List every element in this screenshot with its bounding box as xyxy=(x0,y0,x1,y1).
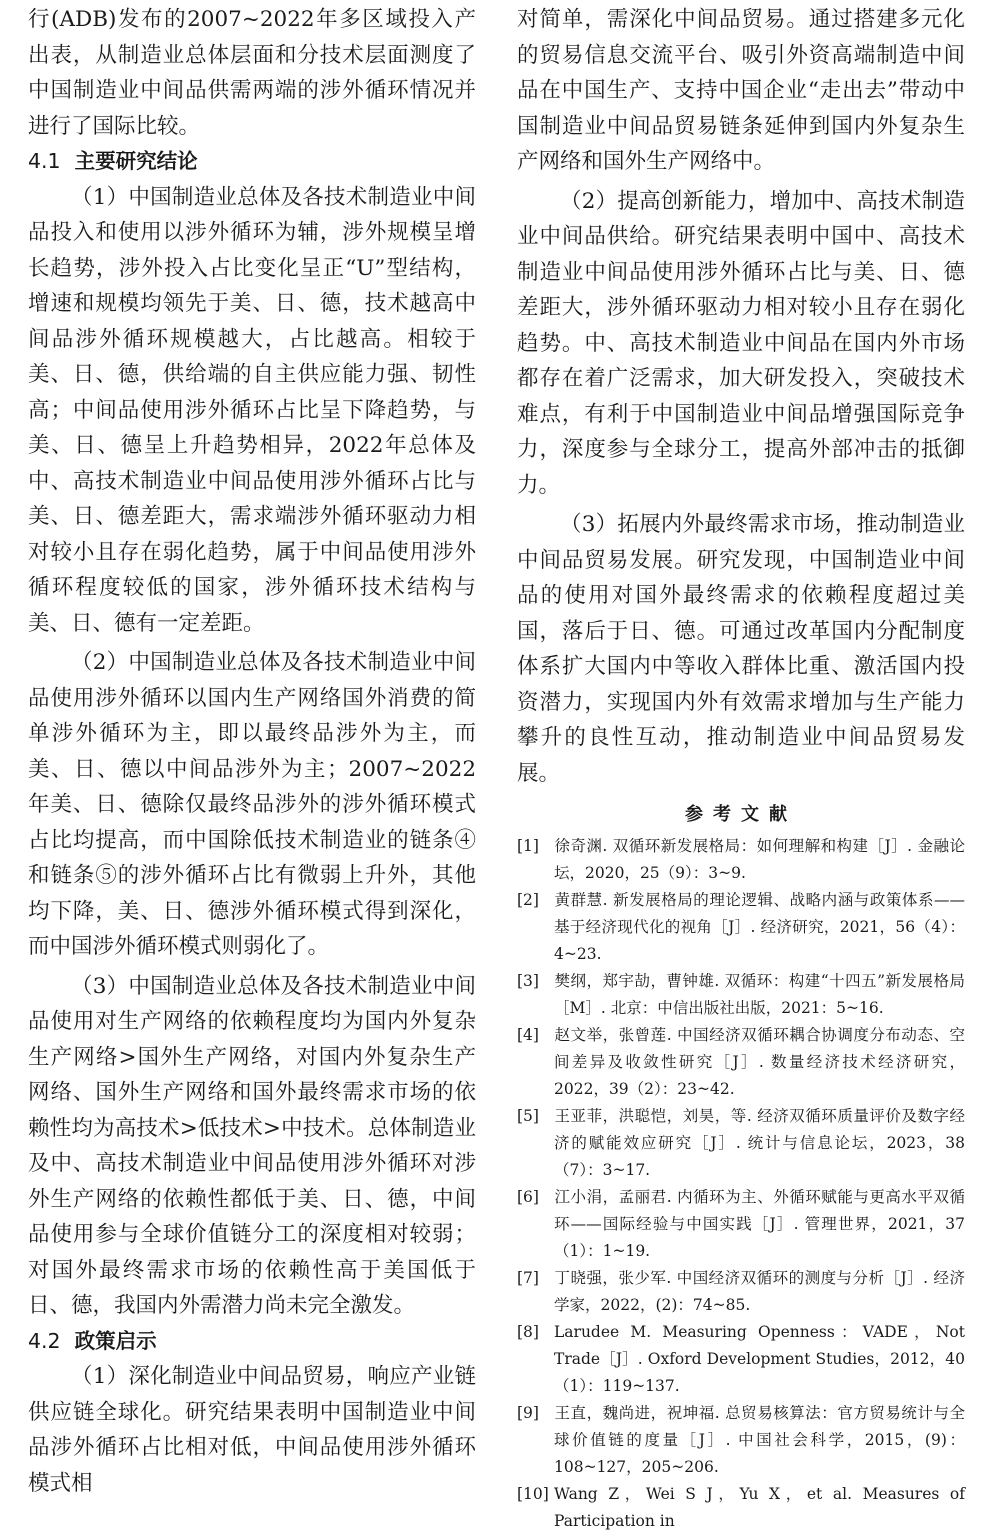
reference-item xyxy=(517,1184,965,1265)
reference-text: 江小涓，孟丽君. 内循环为主、外循环赋能与更高水平双循环——国际经验与中国实践［J］. 管理世界，2021，37（1）：1~19. xyxy=(554,1188,965,1260)
reference-number: [2] xyxy=(517,891,539,909)
reference-item xyxy=(517,1319,965,1400)
reference-number: [1] xyxy=(517,837,539,855)
section-number: 4.2 xyxy=(28,1328,61,1353)
reference-list xyxy=(517,833,965,1535)
reference-item xyxy=(517,1265,965,1319)
reference-item xyxy=(517,833,965,887)
reference-number: [5] xyxy=(517,1107,539,1125)
section-title: 政策启示 xyxy=(74,1328,157,1353)
reference-text: 樊纲，郑宇劼，曹钟雄. 双循环：构建“十四五”新发展格局［M］. 北京：中信出版社出版，2021：5~16. xyxy=(554,972,965,1017)
reference-text: 王直，魏尚进，祝坤福. 总贸易核算法：官方贸易统计与全球价值链的度量［J］. 中国社会科学，2015，(9)：108~127，205~206. xyxy=(554,1404,965,1476)
paragraph-policy-1: （1）深化制造业中间品贸易，响应产业链供应链全球化。研究结果表明中国制造业中间品涉外循环占比相对低，中间品使用涉外循环模式相 xyxy=(28,1364,476,1496)
reference-text: 赵文举，张曾莲. 中国经济双循环耦合协调度分布动态、空间差异及收敛性研究［J］. 数量经济技术经济研究，2022，39（2）：23~42. xyxy=(554,1026,965,1098)
reference-number: [9] xyxy=(517,1404,539,1422)
section-title: 主要研究结论 xyxy=(74,149,198,173)
reference-text: Wang Z，Wei S J，Yu X，et al. Measures of Participation in xyxy=(554,1485,965,1530)
reference-item xyxy=(517,1022,965,1103)
reference-item xyxy=(517,1400,965,1481)
section-number: 4.1 xyxy=(28,149,61,173)
references-heading: 参考文献 xyxy=(685,804,797,825)
paragraph-conclusion-1: （1）中国制造业总体及各技术制造业中间品投入和使用以涉外循环为辅，涉外规模呈增长趋势，涉外投入占比变化呈正“U”型结构，增速和规模均领先于美、日、德，技术越高中间品涉外循环规模越大，占比越高。相较于美、日、德，供给端的自主供应能力强、韧性高；中间品使用涉外循环占比呈下降趋势，与美、日、德呈上升趋势相异，2022年总体及中、高技术制造业中间品使用涉外循环占比与美、日、德差距大，需求端涉外循环驱动力相对较小且存在弱化趋势，属于中间品使用涉外循环程度较低的国家，涉外循环技术结构与美、日、德有一定差距。 xyxy=(28,184,476,636)
reference-text: Larudee M. Measuring Openness：VADE，Not Trade［J］. Oxford Development Studies，2012，40（1）：119~137. xyxy=(554,1323,965,1395)
reference-number: [8] xyxy=(517,1323,539,1341)
right-column xyxy=(517,2,965,1535)
reference-number: [3] xyxy=(517,972,539,990)
paragraph-policy-2: （2）提高创新能力，增加中、高技术制造业中间品供给。研究结果表明中国中、高技术制造业中间品使用涉外循环占比与美、日、德差距大，涉外循环驱动力相对较小且存在弱化趋势。中、高技术制造业中间品在国内外市场都存在着广泛需求，加大研发投入，突破技术难点，有利于中国制造业中间品增强国际竞争力，深度参与全球分工，提高外部冲击的抵御力。 xyxy=(517,188,965,498)
paragraph-intro-continued: 行(ADB)发布的2007~2022年多区域投入产出表，从制造业总体层面和分技术层面测度了中国制造业中间品供需两端的涉外循环情况并进行了国际比较。 xyxy=(28,7,476,139)
reference-item xyxy=(517,1481,965,1535)
reference-text: 徐奇渊. 双循环新发展格局：如何理解和构建［J］. 金融论坛，2020，25（9）：3~9. xyxy=(554,837,965,882)
reference-text: 黄群慧. 新发展格局的理论逻辑、战略内涵与政策体系——基于经济现代化的视角［J］. 经济研究，2021，56（4）：4~23. xyxy=(554,891,965,963)
reference-number: [6] xyxy=(517,1188,539,1206)
reference-item xyxy=(517,968,965,1022)
left-column xyxy=(28,2,476,1501)
reference-item xyxy=(517,1103,965,1184)
section-heading-4-1 xyxy=(28,144,476,180)
reference-number: [10] xyxy=(517,1485,549,1503)
paragraph-policy-3: （3）拓展内外最终需求市场，推动制造业中间品贸易发展。研究发现，中国制造业中间品的使用对国外最终需求的依赖程度超过美国，落后于日、德。可通过改革国内分配制度体系扩大国内中等收入群体比重、激活国内投资潜力，实现国内外有效需求增加与生产能力攀升的良性互动，推动制造业中间品贸易发展。 xyxy=(517,512,965,786)
paragraph-conclusion-3: （3）中国制造业总体及各技术制造业中间品使用对生产网络的依赖程度均为国内外复杂生产网络>国外生产网络，对国内外复杂生产网络、国外生产网络和国外最终需求市场的依赖性均为高技术>低技术>中技术。总体制造业及中、高技术制造业中间品使用涉外循环对涉外生产网络的依赖性都低于美、日、德，中间品使用参与全球价值链分工的深度相对较弱；对国外最终需求市场的依赖性高于美国低于日、德，我国内外需潜力尚未完全激发。 xyxy=(28,973,476,1318)
reference-number: [7] xyxy=(517,1269,539,1287)
reference-text: 王亚菲，洪聪恺，刘昊，等. 经济双循环质量评价及数字经济的赋能效应研究［J］. 统计与信息论坛，2023，38（7）：3~17. xyxy=(554,1107,965,1179)
reference-item xyxy=(517,887,965,968)
paragraph-conclusion-2: （2）中国制造业总体及各技术制造业中间品使用涉外循环以国内生产网络国外消费的简单涉外循环为主，即以最终品涉外为主，而美、日、德以中间品涉外为主；2007~2022年美、日、德除仅最终品涉外的涉外循环模式占比均提高，而中国除低技术制造业的链条④和链条⑤的涉外循环占比有微弱上升外，其他均下降，美、日、德涉外循环模式得到深化，而中国涉外循环模式则弱化了。 xyxy=(28,650,476,959)
reference-text: 丁晓强，张少军. 中国经济双循环的测度与分析［J］. 经济学家，2022，(2)：74~85. xyxy=(554,1269,965,1314)
reference-number: [4] xyxy=(517,1026,539,1044)
section-heading-4-2 xyxy=(28,1324,476,1360)
paragraph-policy-1-continued: 对简单，需深化中间品贸易。通过搭建多元化的贸易信息交流平台、吸引外资高端制造中间品在中国生产、支持中国企业“走出去”带动中国制造业中间品贸易链条延伸到国内外复杂生产网络和国外生产网络中。 xyxy=(517,7,965,174)
